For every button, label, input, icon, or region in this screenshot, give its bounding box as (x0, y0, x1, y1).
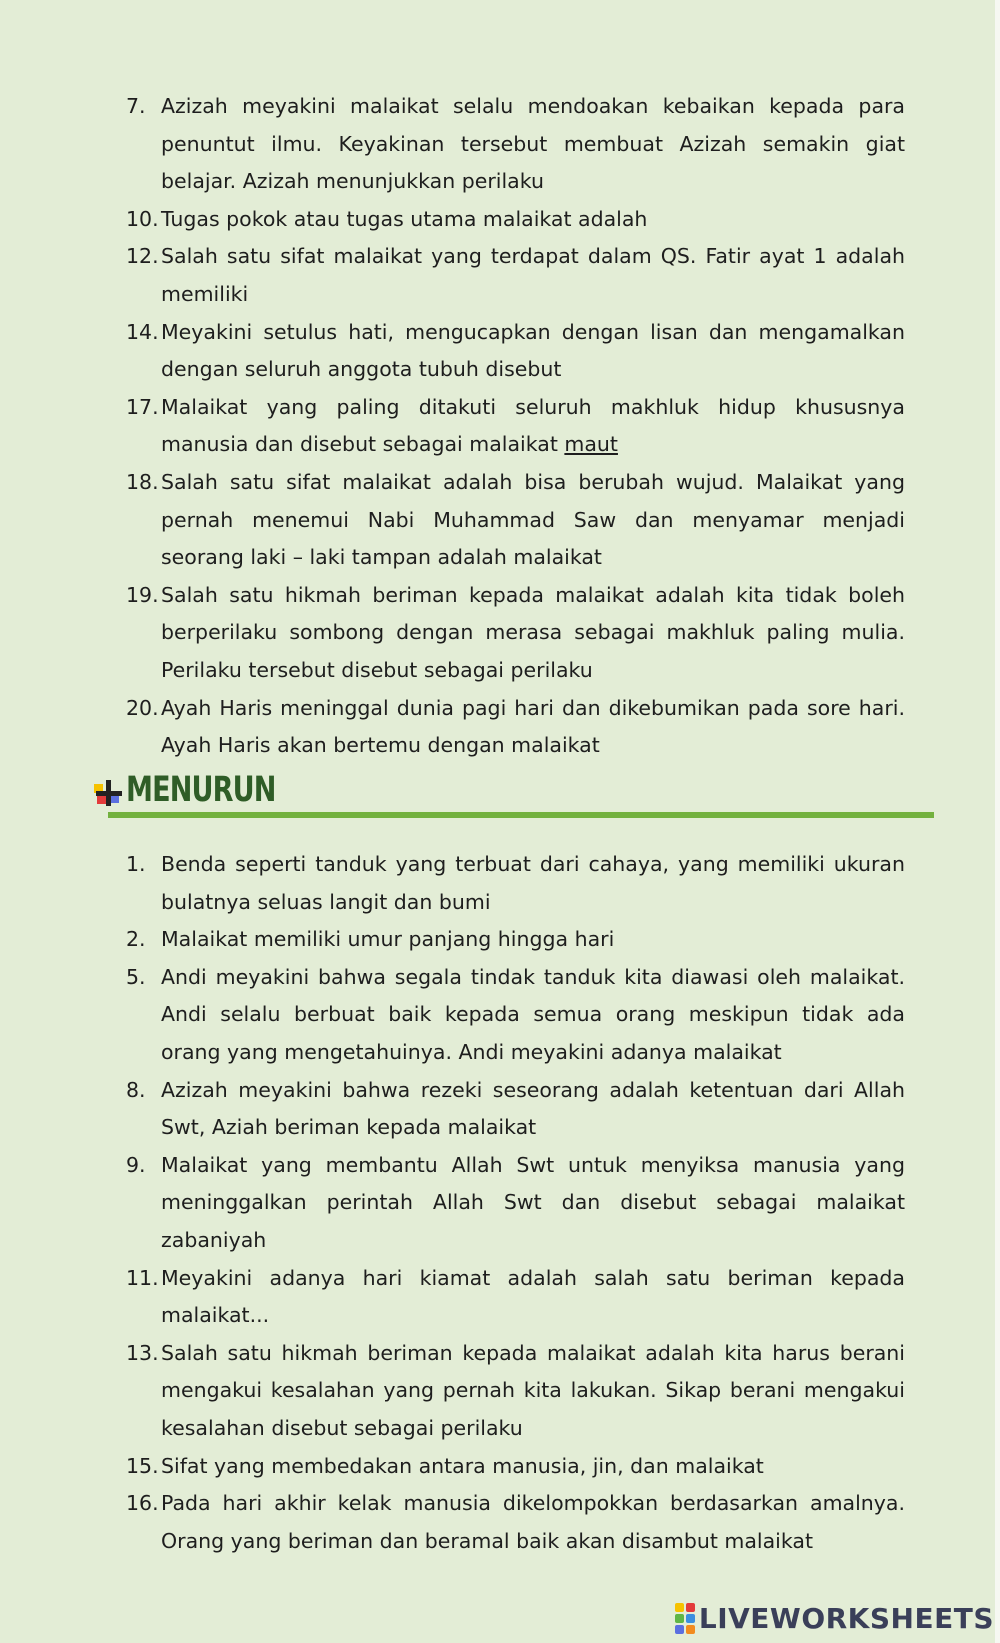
clue-number: 14. (126, 319, 159, 344)
clue-item (0, 1448, 1000, 1486)
clue-text: Salah satu hikmah beriman kepada malaikat adalah kita tidak boleh berperilaku sombong dengan merasa sebagai makhluk paling mulia. Perilaku tersebut disebut sebagai perilaku (161, 582, 905, 682)
clue-number: 11. (126, 1265, 159, 1290)
clue-item (0, 1147, 1000, 1260)
clue-number: 15. (126, 1453, 159, 1478)
clue-text: Meyakini adanya hari kiamat adalah salah satu beriman kepada malaikat... (161, 1265, 905, 1328)
clue-number: 2. (126, 927, 146, 952)
clue-text: Malaikat yang membantu Allah Swt untuk menyiksa manusia yang meninggalkan perintah Allah Swt dan disebut sebagai malaikat zabaniyah (161, 1152, 905, 1252)
mendatar-clue-list (0, 88, 1000, 765)
clue-number: 5. (126, 964, 146, 989)
menurun-heading (94, 772, 300, 808)
clue-text: Tugas pokok atau tugas utama malaikat adalah (161, 206, 648, 231)
clue-item (0, 1072, 1000, 1147)
clue-number: 7. (126, 94, 146, 118)
clue-item (0, 1485, 1000, 1560)
clue-item (0, 314, 1000, 389)
section-title: MENURUN (126, 770, 276, 810)
brand-name: LIVEWORKSHEETS (698, 1602, 994, 1635)
clue-text: Salah satu hikmah beriman kepada malaikat adalah kita harus berani mengakui kesalahan yang pernah kita lakukan. Sikap berani mengakui kesalahan disebut sebagai perilaku (161, 1340, 905, 1440)
clue-item (0, 201, 1000, 239)
liveworksheets-icon (675, 1603, 695, 1634)
clue-number: 13. (126, 1340, 159, 1365)
plus-icon (94, 778, 124, 808)
clue-item (0, 577, 1000, 690)
clue-text: Salah satu sifat malaikat yang terdapat dalam QS. Fatir ayat 1 adalah memiliki (161, 244, 905, 306)
clue-number: 20. (126, 695, 159, 720)
clue-item (0, 464, 1000, 577)
clue-number: 10. (126, 206, 159, 231)
clue-number: 16. (126, 1491, 159, 1516)
clue-text: Azizah meyakini malaikat selalu mendoakan kebaikan kepada para penuntut ilmu. Keyakinan tersebut membuat Azizah semakin giat belajar. Azizah menunjukkan perilaku (161, 94, 905, 194)
clue-item (0, 238, 1000, 313)
clue-text: Pada hari akhir kelak manusia dikelompokkan berdasarkan amalnya. Orang yang beriman dan beramal baik akan disambut malaikat (161, 1491, 905, 1553)
underlined-answer: maut (564, 432, 618, 457)
clue-number: 8. (126, 1077, 146, 1102)
clue-number: 17. (126, 394, 159, 419)
clue-text: Benda seperti tanduk yang terbuat dari cahaya, yang memiliki ukuran bulatnya seluas langit dan bumi (161, 852, 905, 914)
clue-item (0, 1335, 1000, 1448)
clue-item (0, 389, 1000, 464)
clue-item (0, 846, 1000, 921)
clue-item (0, 921, 1000, 959)
clue-item (0, 690, 1000, 765)
clue-text: Ayah Haris meninggal dunia pagi hari dan dikebumikan pada sore hari. Ayah Haris akan bertemu dengan malaikat (161, 695, 905, 758)
menurun-clue-list (0, 846, 1000, 1560)
clue-number: 9. (126, 1152, 146, 1177)
clue-number: 12. (126, 244, 159, 269)
liveworksheets-logo[interactable] (675, 1602, 994, 1635)
clue-text-part: Malaikat yang paling ditakuti seluruh makhluk hidup khususnya manusia dan disebut sebagai malaikat (161, 394, 905, 457)
clue-item (0, 959, 1000, 1072)
clue-text: Sifat yang membedakan antara manusia, jin, dan malaikat (161, 1453, 764, 1478)
clue-item (0, 1260, 1000, 1335)
clue-text: Salah satu sifat malaikat adalah bisa berubah wujud. Malaikat yang pernah menemui Nabi Muhammad Saw dan menyamar menjadi seorang laki – laki tampan adalah malaikat (161, 469, 905, 570)
clue-item (0, 88, 1000, 201)
clue-text: Andi meyakini bahwa segala tindak tanduk kita diawasi oleh malaikat. Andi selalu berbuat baik kepada semua orang meskipun tidak ada orang yang mengetahuinya. Andi meyakini adanya malaikat (161, 964, 905, 1064)
clue-text: Malaikat memiliki umur panjang hingga hari (161, 927, 615, 952)
clue-text: Meyakini setulus hati, mengucapkan dengan lisan dan mengamalkan dengan seluruh anggota tubuh disebut (161, 319, 905, 382)
clue-number: 19. (126, 582, 159, 607)
clue-number: 18. (126, 469, 159, 494)
clue-number: 1. (126, 852, 146, 876)
clue-text: Azizah meyakini bahwa rezeki seseorang adalah ketentuan dari Allah Swt, Aziah beriman kepada malaikat (161, 1077, 905, 1140)
clue-text (161, 389, 905, 464)
section-divider (108, 812, 934, 818)
